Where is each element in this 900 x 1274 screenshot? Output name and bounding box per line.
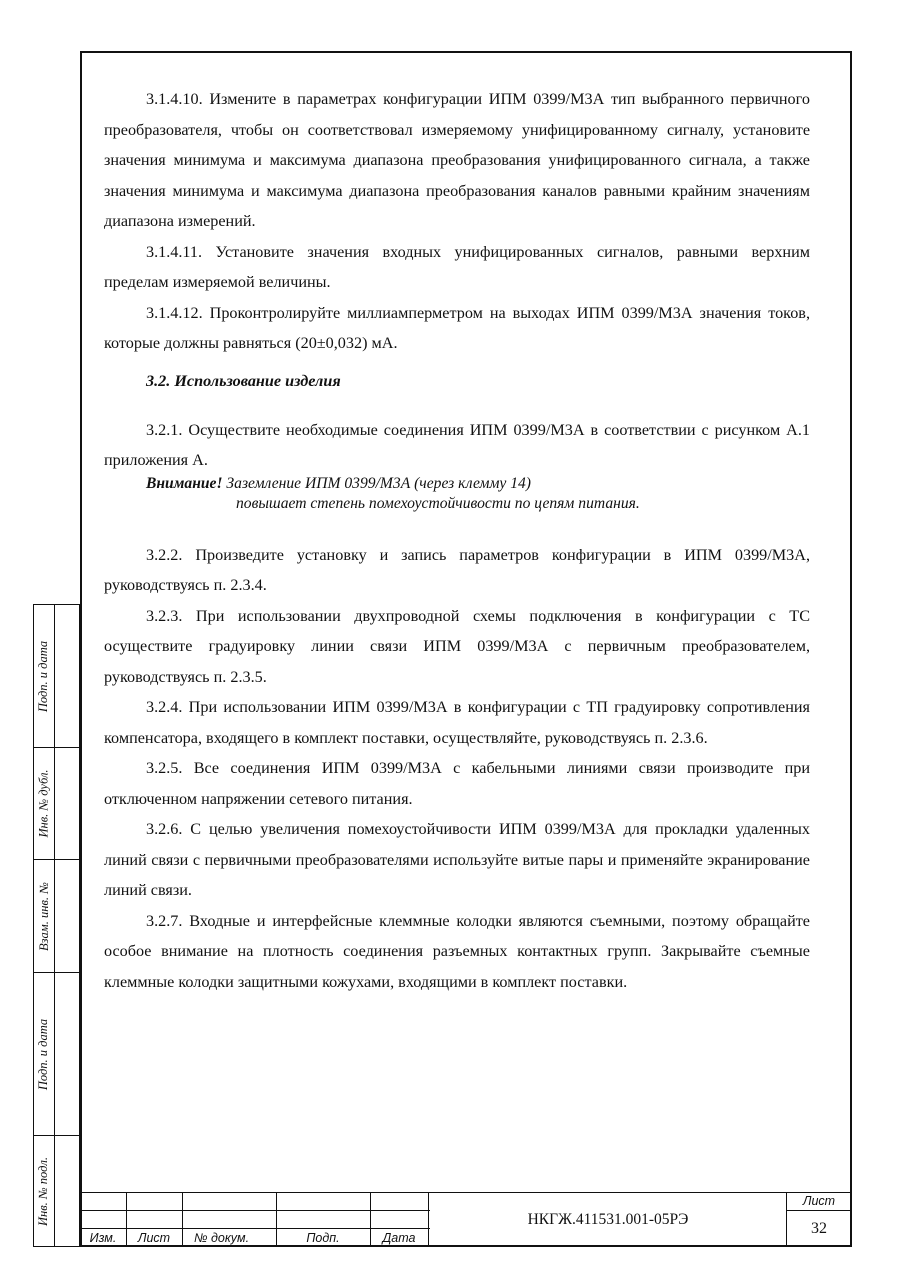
warning-label: Внимание!	[146, 474, 223, 492]
paragraph-3-2-5: 3.2.5. Все соединения ИПМ 0399/М3А с кабельными линиями связи производите при отключенном напряжении сетевого питания.	[104, 759, 810, 808]
warning-note	[146, 474, 810, 514]
side-label-sign-date-1: Подп. и дата	[36, 640, 51, 712]
paragraph-3-2-7: 3.2.7. Входные и интерфейсные клеммные колодки являются съемными, поэтому обращайте особое внимание на плотность соединения разъемных контактных групп. Закрывайте съемные клеммные колодки защитными кожухами, входящими в комплект поставки.	[104, 911, 810, 991]
paragraph-3-2-1: 3.2.1. Осуществите необходимые соединения ИПМ 0399/М3А в соответствии с рисунком А.1 приложения А.	[104, 420, 810, 469]
paragraph-3-2-4: 3.2.4. При использовании ИПМ 0399/М3А в конфигурации с ТП градуировку сопротивления компенсатора, входящего в комплект поставки, осуществляйте, руководствуясь п. 2.3.6.	[104, 698, 810, 747]
side-label-sign-date-2: Подп. и дата	[36, 1018, 51, 1090]
side-label-dup-inv: Инв. № дубл.	[36, 769, 51, 838]
col-date-label: Дата	[382, 1231, 416, 1245]
title-block	[80, 1192, 852, 1247]
paragraph-3-2-6: 3.2.6. С целью увеличения помехоустойчивости ИПМ 0399/М3А для прокладки удаленных линий связи с первичными преобразователями используйте витые пары и применяйте экранирование линий связи.	[104, 820, 810, 899]
col-sheet-label: Лист	[137, 1231, 171, 1245]
section-title: 3.2. Использование изделия	[146, 371, 341, 390]
paragraph-3-1-4-11: 3.1.4.11. Установите значения входных унифицированных сигналов, равными верхним пределам измеряемой величины.	[104, 242, 810, 291]
warning-line-1: Заземление ИПМ 0399/М3А (через клемму 14)	[222, 474, 532, 492]
side-stamp	[33, 604, 80, 1247]
document-body	[104, 84, 810, 997]
sheet-number: 32	[811, 1220, 827, 1237]
paragraph-3-2-2: 3.2.2. Произведите установку и запись параметров конфигурации в ИПМ 0399/М3А, руководствуясь п. 2.3.4.	[104, 545, 810, 594]
paragraph-3-2-3: 3.2.3. При использовании двухпроводной схемы подключения в конфигурации с ТС осуществите градуировку линии связи ИПМ 0399/М3А с первичным преобразователем, руководствуясь п. 2.3.5.	[104, 606, 810, 686]
col-change-label: Изм.	[89, 1231, 117, 1245]
side-label-orig-inv: Инв. № подл.	[36, 1156, 51, 1226]
col-docno-label: № докум.	[194, 1231, 250, 1245]
col-sign-label: Подп.	[306, 1231, 340, 1245]
paragraph-3-1-4-10: 3.1.4.10. Измените в параметрах конфигурации ИПМ 0399/М3А тип выбранного первичного преобразователя, чтобы он соответствовал измеряемому унифицированному сигналу, установите значения минимума и максимума диапазона преобразования унифицированного сигнала, а также значения минимума и максимума диапазона преобразования каналов равными крайним значениям диапазона измерений.	[104, 90, 810, 230]
warning-line-2: повышает степень помехоустойчивости по цепям питания.	[236, 494, 640, 512]
document-code: НКГЖ.411531.001-05РЭ	[527, 1210, 689, 1228]
side-label-repl-inv: Взам. инв. №	[36, 881, 51, 951]
sheet-label: Лист	[802, 1194, 836, 1208]
paragraph-3-1-4-12: 3.1.4.12. Проконтролируйте миллиамперметром на выходах ИПМ 0399/М3А значения токов, которые должны равняться (20±0,032) мА.	[104, 303, 810, 352]
